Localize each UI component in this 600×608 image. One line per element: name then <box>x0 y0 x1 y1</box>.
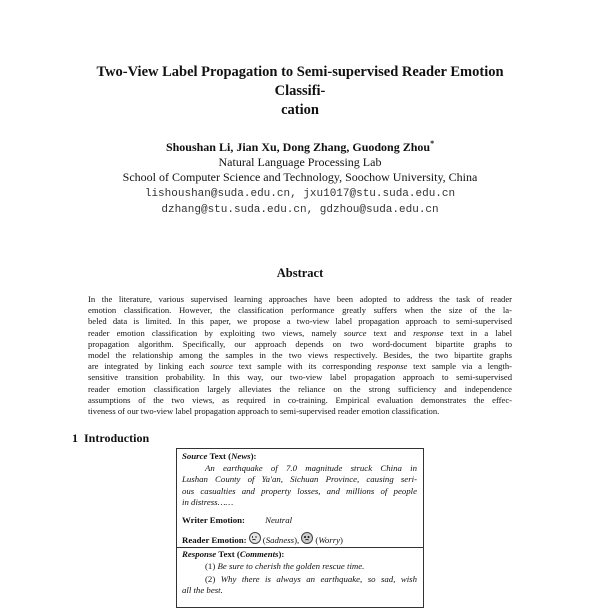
abstract-line: In the literature, various supervised learning approaches have been adopted to address the task of reader <box>88 294 512 304</box>
comment-1-text: Be sure to cherish the golden rescue time. <box>217 561 365 571</box>
section-number: 1 <box>72 431 78 445</box>
source-line: ous casualties and property losses, and millions of people <box>182 485 417 496</box>
section-title: Introduction <box>84 431 150 445</box>
writer-emotion-value: Neutral <box>265 515 293 525</box>
source-header: Source Text (News): <box>182 451 257 461</box>
abstract-line: assumptions of the two views, as required in co-training. Empirical evaluation demonstrates the effec- <box>88 394 512 405</box>
source-label: Source <box>182 451 208 461</box>
response-label: Response <box>182 549 217 559</box>
abstract-line: reader emotion classification by exploiting two views, namely source text and response text in a label <box>88 327 513 338</box>
email-line-2: dzhang@stu.suda.edu.cn, gdzhou@suda.edu.cn <box>161 203 439 216</box>
response-header: Response Text (Comments): <box>182 549 285 559</box>
response-text-word: Text <box>218 549 235 559</box>
affiliation-school: School of Computer Science and Technology, Soochow University, China <box>122 170 478 184</box>
example-figure <box>176 448 424 608</box>
title-line-1: Two-View Label Propagation to Semi-supervised Reader Emotion Classifi- <box>96 64 504 99</box>
reader-emotion-sadness: Sadness <box>265 535 295 545</box>
comments-label: Comments <box>239 549 279 559</box>
abstract-line: are integrated by linking each source text sample with its corresponding response text sample via a length- <box>88 361 512 372</box>
writer-emotion-row <box>182 515 418 526</box>
abstract-line: emotion classification. However, the classification performance greatly suffers when the size of the la- <box>88 305 512 316</box>
abstract-heading: Abstract <box>276 266 324 280</box>
abstract-line: propagation algorithm. Specifically, our approach depends on two word-document bipartite graphs to <box>88 338 512 349</box>
title-line-2: cation <box>281 102 319 118</box>
worried-face-icon <box>301 532 313 544</box>
sad-face-icon <box>249 532 261 544</box>
comment-2 <box>182 574 417 597</box>
comment-1-number: (1) <box>205 561 216 571</box>
abstract-body <box>88 294 512 417</box>
source-text-word: Text <box>209 451 226 461</box>
source-line: Lushan County of Ya'an, Sichuan Province, causing seri- <box>182 474 417 485</box>
author-block <box>0 136 600 218</box>
abstract-line: beled data is limited. In this paper, we propose a two-view label propagation approach to semi-supervised <box>88 316 512 327</box>
reader-emotion-label: Reader Emotion: <box>182 535 247 545</box>
abstract-line: sensitive transition probability. In this way, our two-view label propagation approach to semi-supervised <box>88 372 512 383</box>
writer-emotion-label: Writer Emotion: <box>182 515 245 525</box>
source-text <box>182 463 417 509</box>
paper-title <box>70 63 530 120</box>
abstract-line: tiveness of our two-view label propagation approach to semi-supervised reader emotion classification. <box>88 406 440 417</box>
email-line-1: lishoushan@suda.edu.cn, jxu1017@stu.suda.edu.cn <box>144 188 456 200</box>
author-names <box>0 136 600 155</box>
abstract-line: reader emotion classification largely alleviates the reliance on the strong sufficiency and independence <box>88 383 512 394</box>
source-line: An earthquake of 7.0 magnitude struck China in <box>205 463 417 473</box>
figure-divider <box>177 547 423 548</box>
section-heading-introduction <box>72 431 149 446</box>
comment-2-line <box>182 574 417 585</box>
reader-emotion-worry: Worry <box>318 535 341 545</box>
comment-2-number: (2) <box>205 574 216 584</box>
news-label: News <box>231 451 251 461</box>
comment-2-line: all the best. <box>182 585 223 596</box>
abstract-line: model the relationship among the samples in the two views respectively. Besides, the two bipartite graphs <box>88 350 512 361</box>
reader-emotion-row: Reader Emotion: (Sadness), (Worry) <box>182 532 418 546</box>
corresponding-author-mark: * <box>430 139 435 148</box>
comment-2-text: Why there is always an earthquake, so sad, wish <box>220 574 417 584</box>
author-list: Shoushan Li, Jian Xu, Dong Zhang, Guodong Zhou <box>165 140 431 154</box>
comment-1 <box>182 561 418 572</box>
source-line: in distress…… <box>182 497 234 508</box>
affiliation-lab: Natural Language Processing Lab <box>218 155 382 169</box>
